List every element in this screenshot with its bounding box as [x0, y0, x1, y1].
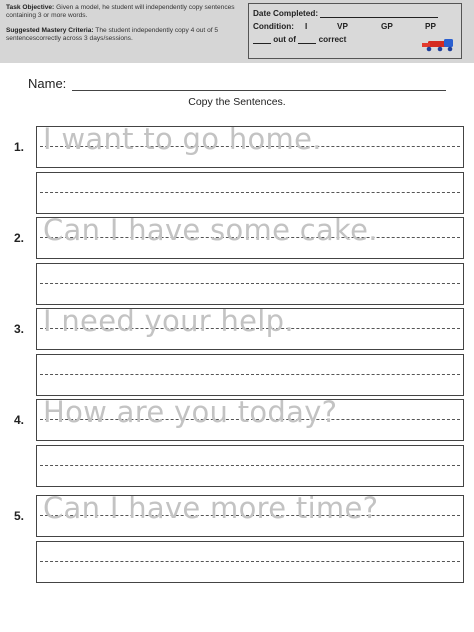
condition-option-vp[interactable]: VP: [337, 22, 348, 31]
score-row: [253, 35, 346, 44]
name-label: Name:: [28, 76, 67, 91]
copy-item-5: [0, 493, 474, 593]
writing-box[interactable]: [36, 263, 464, 305]
writing-box[interactable]: [36, 445, 464, 487]
midline: [40, 465, 460, 466]
mastery-criteria-label: Suggested Mastery Criteria:: [6, 26, 94, 34]
midline: [40, 283, 460, 284]
writing-box[interactable]: [36, 354, 464, 396]
traced-sentence-box: [36, 126, 464, 168]
date-completed-label: Date Completed:: [253, 9, 319, 18]
copy-item-3: [0, 306, 474, 406]
date-completed-field[interactable]: [320, 17, 438, 18]
correct-label: correct: [318, 35, 347, 44]
task-objective: [6, 4, 246, 21]
writing-box[interactable]: [36, 172, 464, 214]
condition-option-i[interactable]: I: [305, 22, 308, 31]
trace-sentence: Can I have more time?: [43, 495, 379, 525]
traced-sentence-box: [36, 308, 464, 350]
condition-row: [253, 22, 459, 31]
midline: [40, 561, 460, 562]
item-number: 1.: [14, 140, 25, 154]
item-number: 5.: [14, 509, 25, 523]
condition-option-gp[interactable]: GP: [381, 22, 393, 31]
name-field[interactable]: [72, 90, 446, 91]
item-number: 3.: [14, 322, 25, 336]
mastery-criteria: [6, 27, 246, 44]
copy-item-4: [0, 397, 474, 497]
item-number: 2.: [14, 231, 25, 245]
toy-truck-icon: [420, 38, 460, 52]
copy-item-1: [0, 124, 474, 224]
item-number: 4.: [14, 413, 25, 427]
task-description: [6, 4, 246, 50]
trace-sentence: I want to go home.: [43, 126, 322, 156]
task-objective-text: Given a model, he student will independently copy sentences containing 3 or more words.: [6, 4, 235, 20]
out-of-label: out of: [273, 35, 297, 44]
task-objective-label: Task Objective:: [6, 4, 55, 11]
instructions: Copy the Sentences.: [188, 96, 286, 108]
writing-box[interactable]: [36, 541, 464, 583]
trace-sentence: I need your help.: [43, 308, 294, 338]
midline: [40, 192, 460, 193]
score-correct-field[interactable]: [253, 43, 271, 44]
copy-item-2: [0, 215, 474, 315]
score-total-field[interactable]: [298, 43, 316, 44]
midline: [40, 374, 460, 375]
condition-option-pp[interactable]: PP: [425, 22, 436, 31]
trace-sentence: How are you today?: [43, 399, 338, 429]
task-header: [0, 0, 474, 63]
date-completed-row: [253, 9, 438, 18]
condition-label: Condition:: [253, 22, 294, 31]
trace-sentence: Can I have some cake.: [43, 217, 378, 247]
traced-sentence-box: [36, 495, 464, 537]
mastery-criteria-text: The student independently copy 4 out of 5 sentencescorrectly across 3 days/sessions.: [6, 26, 219, 43]
traced-sentence-box: [36, 399, 464, 441]
traced-sentence-box: [36, 217, 464, 259]
